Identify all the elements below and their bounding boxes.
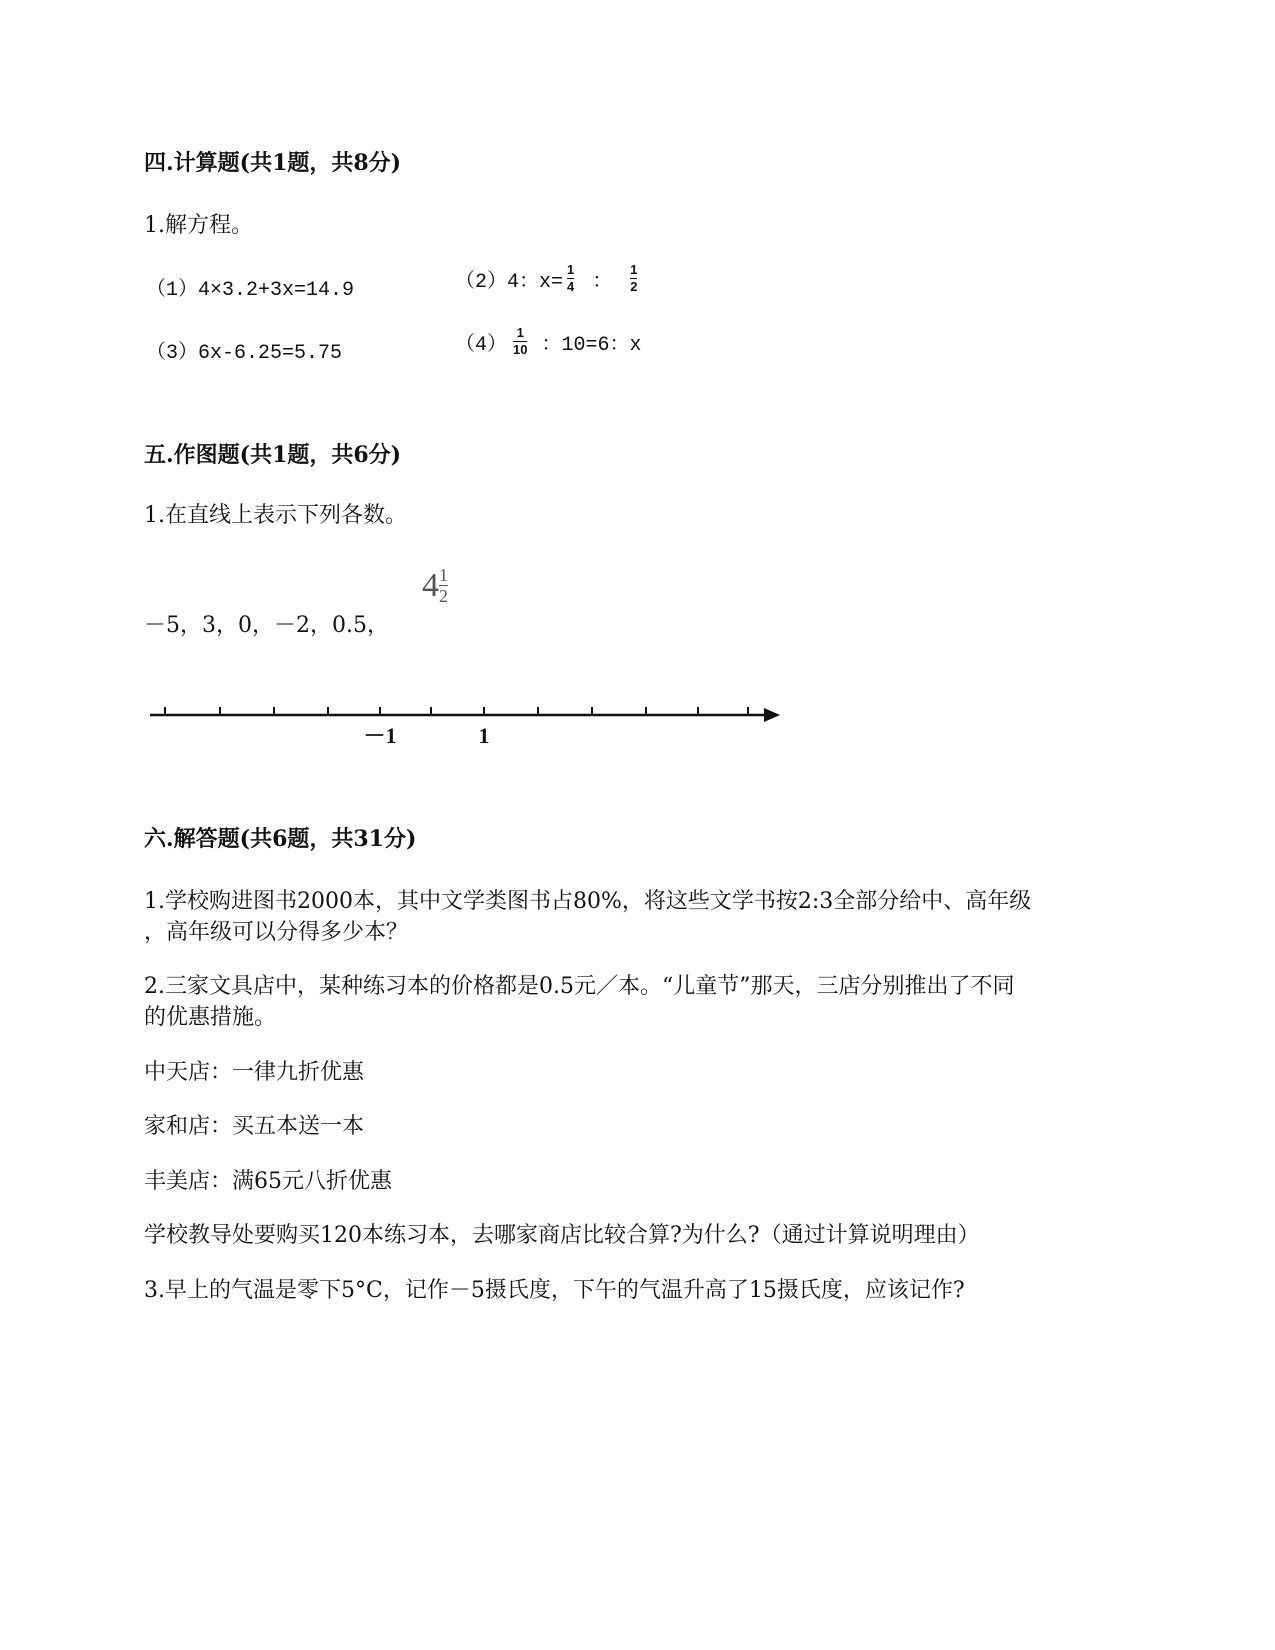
- fraction-one-half: [630, 263, 637, 294]
- equation-3: （3）6x-6.25=5.75: [146, 342, 343, 365]
- fraction-numerator: 1: [439, 565, 448, 585]
- fraction-one-quarter: [567, 263, 574, 294]
- equation-4-suffix: ：10=6：x: [541, 333, 642, 357]
- equation-1: （1）4×3.2+3x=14.9: [146, 279, 355, 302]
- equation-4: [455, 326, 642, 357]
- section-heading-calculation: 四.计算题(共1题，共8分): [144, 150, 402, 176]
- equation-2: [455, 263, 637, 294]
- fraction-one-tenth: [513, 326, 527, 357]
- section-heading-drawing: 五.作图题(共1题，共6分): [144, 442, 402, 468]
- question-solve-equations: 1.解方程。: [144, 213, 253, 238]
- question-2-line-2: 的优惠措施。: [144, 1005, 277, 1030]
- fraction-denominator: 2: [630, 279, 638, 294]
- number-list: －5，3，0，－2，0.5，: [144, 613, 389, 638]
- fraction-numerator: 1: [630, 262, 638, 277]
- question-1-line-1: 1.学校购进图书2000本，其中文学类图书占80%，将这些文学书按2:3全部分给中、高年级: [144, 889, 1032, 914]
- question-1-line-2: ，高年级可以分得多少本？: [144, 920, 409, 945]
- mixed-number-whole: 4: [422, 566, 439, 604]
- question-2-ask: 学校教导处要购买120本练习本，去哪家商店比较合算?为什么?（通过计算说明理由）: [144, 1223, 980, 1248]
- mixed-number-fraction: [439, 566, 448, 605]
- store-fengmei: 丰美店：满65元八折优惠: [144, 1169, 392, 1194]
- store-zhongtian: 中天店：一律九折优惠: [144, 1060, 365, 1085]
- mixed-number-four-and-half: [422, 566, 448, 605]
- section-heading-word-problems: 六.解答题(共6题，共31分): [144, 826, 417, 852]
- fraction-numerator: 1: [567, 262, 575, 277]
- question-2-line-1: 2.三家文具店中，某种练习本的价格都是0.5元／本。“儿童节”那天，三店分别推出了不同: [144, 974, 1015, 999]
- store-jiahe: 家和店：买五本送一本: [144, 1114, 365, 1139]
- number-line-arrow: [764, 708, 780, 722]
- number-line-label-1: 1: [478, 723, 490, 748]
- question-3: 3.早上的气温是零下5°C，记作－5摄氏度，下午的气温升高了15摄氏度，应该记作?: [144, 1278, 965, 1303]
- fraction-denominator: 10: [513, 342, 528, 357]
- equation-2-colon: ：: [592, 270, 613, 294]
- fraction-denominator: 4: [567, 279, 575, 294]
- equation-4-prefix: （4）: [455, 333, 508, 357]
- fraction-denominator: 2: [439, 586, 448, 606]
- number-line: [140, 700, 800, 760]
- question-number-line: 1.在直线上表示下列各数。: [144, 503, 407, 528]
- number-line-label-neg1: －1: [363, 723, 397, 748]
- fraction-numerator: 1: [516, 325, 524, 340]
- equation-2-prefix: （2）4：x=: [455, 270, 564, 294]
